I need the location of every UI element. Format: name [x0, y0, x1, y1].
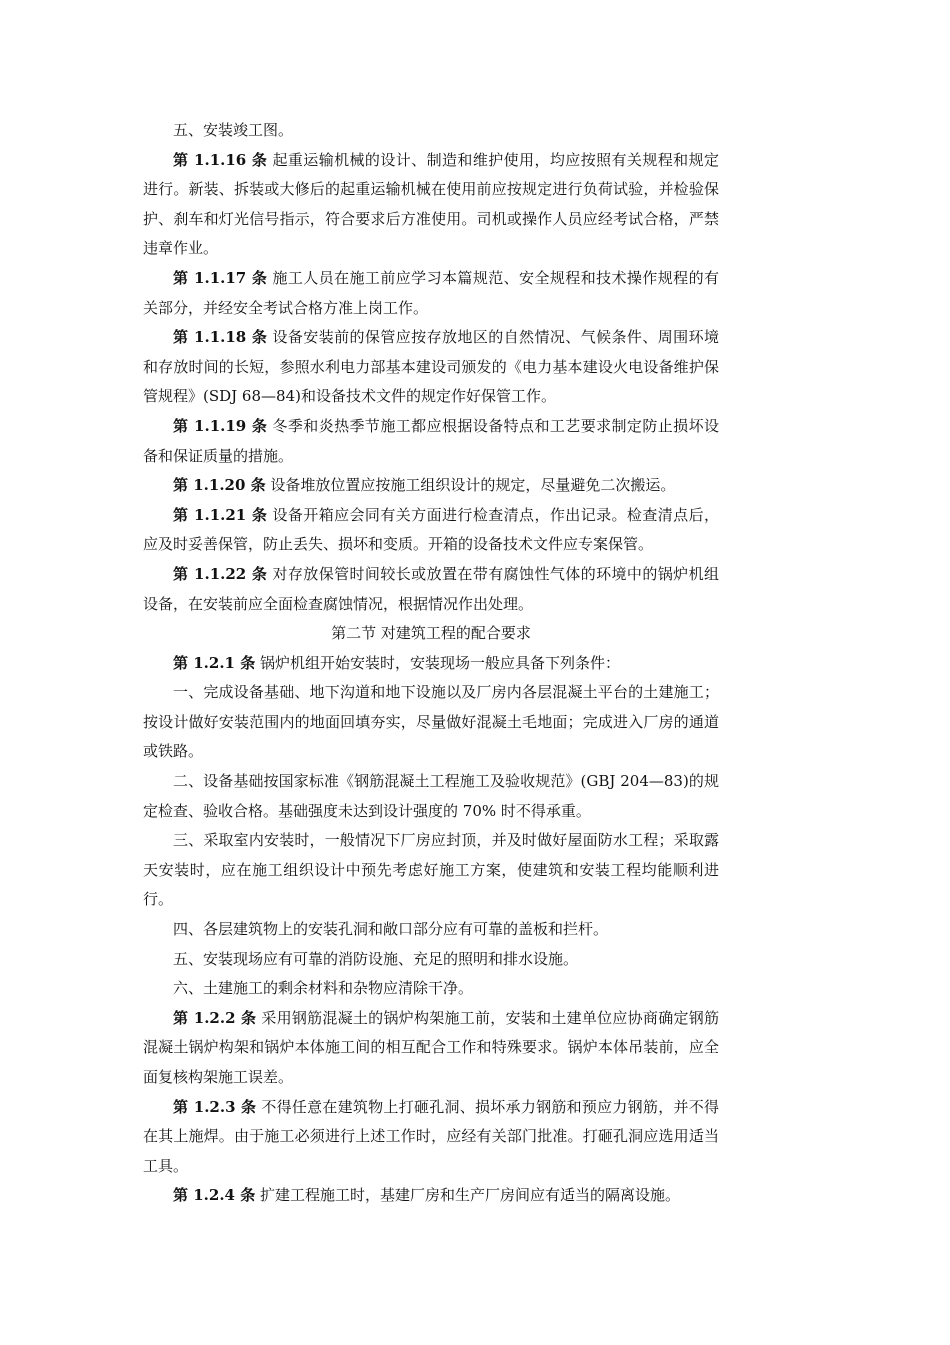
clause-text: 扩建工程施工时，基建厂房和生产厂房间应有适当的隔离设施。 — [259, 1186, 680, 1205]
clause-text: 采用钢筋混凝土的锅炉构架施工前，安装和土建单位应协商确定钢筋混凝土锅炉构架和锅炉本体施工间的相互配合工作和特殊要求。锅炉本体吊装前，应全面复核构架施工误差。 — [143, 1008, 719, 1086]
clause-text: 设备堆放位置应按施工组织设计的规定，尽量避免二次搬运。 — [270, 476, 676, 495]
clause-number: 第 1.2.3 条 — [173, 1097, 257, 1116]
list-item: 五、安装现场应有可靠的消防设施、充足的照明和排水设施。 — [173, 949, 579, 968]
clause-text: 设备开箱应会同有关方面进行检查清点，作出记录。检查清点后，应及时妥善保管，防止丢失、损坏和变质。开箱的设备技术文件应专案保管。 — [143, 505, 719, 554]
clause-text: 不得任意在建筑物上打砸孔洞、损坏承力钢筋和预应力钢筋，并不得在其上施焊。由于施工必须进行上述工作时，应经有关部门批准。打砸孔洞应选用适当工具。 — [143, 1097, 719, 1175]
clause-text: 设备安装前的保管应按存放地区的自然情况、气候条件、周围环境和存放时间的长短，参照水利电力部基本建设司颁发的《电力基本建设火电设备维护保管规程》(SDJ 68—84)和设备技术文件的规定作好保管工作。 — [143, 328, 719, 406]
clause-paragraph — [143, 1181, 719, 1211]
clause-paragraph — [143, 471, 719, 501]
clause-number: 第 1.1.17 条 — [173, 268, 268, 287]
section-title: 第二节 对建筑工程的配合要求 — [331, 624, 531, 643]
clause-text: 锅炉机组开始安装时，安装现场一般应具备下列条件： — [259, 653, 620, 672]
clause-text: 对存放保管时间较长或放置在带有腐蚀性气体的环境中的锅炉机组设备，在安装前应全面检查腐蚀情况，根据情况作出处理。 — [143, 564, 719, 613]
clause-paragraph — [143, 1093, 719, 1182]
list-item: 四、各层建筑物上的安装孔洞和敞口部分应有可靠的盖板和拦杆。 — [173, 920, 609, 939]
list-item: 三、采取室内安装时，一般情况下厂房应封顶，并及时做好屋面防水工程；采取露天安装时，应在施工组织设计中预先考虑好施工方案，使建筑和安装工程均能顺利进行。 — [143, 831, 719, 909]
document-page — [143, 116, 719, 1211]
clause-text: 起重运输机械的设计、制造和维护使用，均应按照有关规程和规定进行。新装、拆装或大修后的起重运输机械在使用前应按规定进行负荷试验，并检验保护、刹车和灯光信号指示，符合要求后方准使用。司机或操作人员应经考试合格，严禁违章作业。 — [143, 150, 719, 258]
clause-text: 施工人员在施工前应学习本篇规范、安全规程和技术操作规程的有关部分，并经安全考试合格方准上岗工作。 — [143, 268, 719, 317]
clause-paragraph — [143, 323, 719, 412]
clause-text: 冬季和炎热季节施工都应根据设备特点和工艺要求制定防止损坏设备和保证质量的措施。 — [143, 416, 719, 465]
list-item: 六、土建施工的剩余材料和杂物应清除干净。 — [173, 979, 474, 998]
clause-paragraph — [143, 412, 719, 471]
clause-number: 第 1.1.19 条 — [173, 416, 268, 435]
clause-paragraph — [143, 649, 719, 679]
clause-number: 第 1.2.1 条 — [173, 653, 256, 672]
clause-paragraph — [143, 1004, 719, 1093]
clause-paragraph — [143, 560, 719, 619]
clause-number: 第 1.2.4 条 — [173, 1186, 256, 1205]
clause-number: 第 1.1.21 条 — [173, 505, 268, 524]
list-item: 一、完成设备基础、地下沟道和地下设施以及厂房内各层混凝土平台的土建施工；按设计做好安装范围内的地面回填夯实，尽量做好混凝土毛地面；完成进入厂房的通道或铁路。 — [143, 683, 719, 761]
clause-paragraph — [143, 264, 719, 323]
clause-paragraph — [143, 501, 719, 560]
clause-number: 第 1.1.20 条 — [173, 476, 266, 495]
list-item: 二、设备基础按国家标准《钢筋混凝土工程施工及验收规范》(GBJ 204—83)的规定检查、验收合格。基础强度未达到设计强度的 70% 时不得承重。 — [143, 772, 719, 820]
clause-number: 第 1.1.16 条 — [173, 150, 268, 169]
clause-number: 第 1.2.2 条 — [173, 1008, 257, 1027]
clause-paragraph — [143, 146, 719, 264]
clause-number: 第 1.1.22 条 — [173, 564, 268, 583]
list-item: 五、安装竣工图。 — [173, 121, 294, 139]
clause-number: 第 1.1.18 条 — [173, 328, 268, 347]
